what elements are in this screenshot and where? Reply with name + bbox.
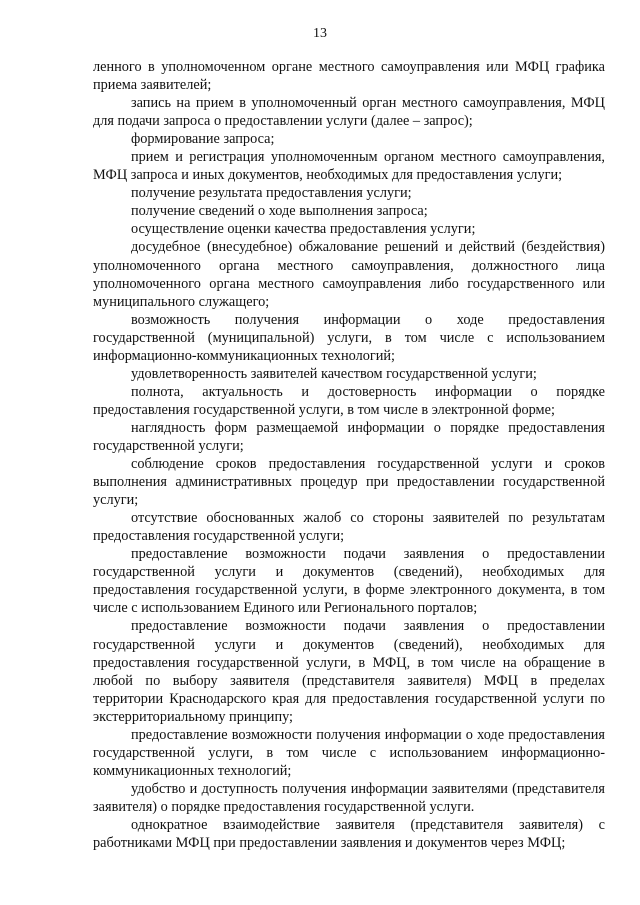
paragraph-continuation: ленного в уполномоченном органе местного самоуправления или МФЦ графика приема заявителей; [93, 59, 605, 94]
paragraph: возможность получения информации о ходе предоставления государственной (муниципальной) услуги, в том числе с использованием информационно-коммуникационных технологий; [93, 311, 605, 364]
paragraph: предоставление возможности подачи заявления о предоставлении государственной услуги и документов (сведений), необходимых для предоставления государственной услуги, в МФЦ, в том числе на обращение в любой по выбору заявителя (представителя заявителя) МФЦ в пределах территории Краснодарского края для предоставления государственной услуги по экстерриториальному принципу; [93, 618, 605, 725]
paragraph: запись на прием в уполномоченный орган местного самоуправления, МФЦ для подачи запроса о предоставлении услуги (далее – запрос); [93, 95, 605, 130]
paragraph: удобство и доступность получения информации заявителями (представителя заявителя) о порядке предоставления государственной услуги. [93, 780, 605, 815]
paragraph: досудебное (внесудебное) обжалование решений и действий (бездействия) уполномоченного органа местного самоуправления, должностного лица уполномоченного органа местного самоуправления либо государственного или муниципального служащего; [93, 239, 605, 310]
paragraph: однократное взаимодействие заявителя (представителя заявителя) с работниками МФЦ при предоставлении заявления и документов через МФЦ; [93, 816, 605, 852]
paragraph: предоставление возможности подачи заявления о предоставлении государственной услуги и документов (сведений), необходимых для предоставления государственной услуги, в форме электронного документа, в том числе с использованием Единого или Регионального порталов; [93, 546, 605, 617]
page-number: 13 [313, 26, 327, 41]
paragraph: осуществление оценки качества предоставления услуги; [131, 221, 476, 238]
paragraph: соблюдение сроков предоставления государственной услуги и сроков выполнения административных процедур при предоставлении государственной услуги; [93, 456, 605, 509]
paragraph: формирование запроса; [131, 131, 275, 148]
paragraph: получение сведений о ходе выполнения запроса; [131, 203, 428, 220]
paragraph: удовлетворенность заявителей качеством государственной услуги; [131, 365, 537, 382]
paragraph: предоставление возможности получения информации о ходе предоставления государственной услуги, в том числе с использованием информационно-коммуникационных технологий; [93, 726, 605, 779]
paragraph: отсутствие обоснованных жалоб со стороны заявителей по результатам предоставления государственной услуги; [93, 510, 605, 545]
paragraph: полнота, актуальность и достоверность информации о порядке предоставления государственной услуги, в том числе в электронной форме; [93, 383, 605, 418]
paragraph: получение результата предоставления услуги; [131, 185, 412, 202]
body-text [93, 58, 605, 852]
paragraph: прием и регистрация уполномоченным органом местного самоуправления, МФЦ запроса и иных документов, необходимых для предоставления услуги; [93, 149, 605, 184]
paragraph: наглядность форм размещаемой информации о порядке предоставления государственной услуги; [93, 419, 605, 454]
